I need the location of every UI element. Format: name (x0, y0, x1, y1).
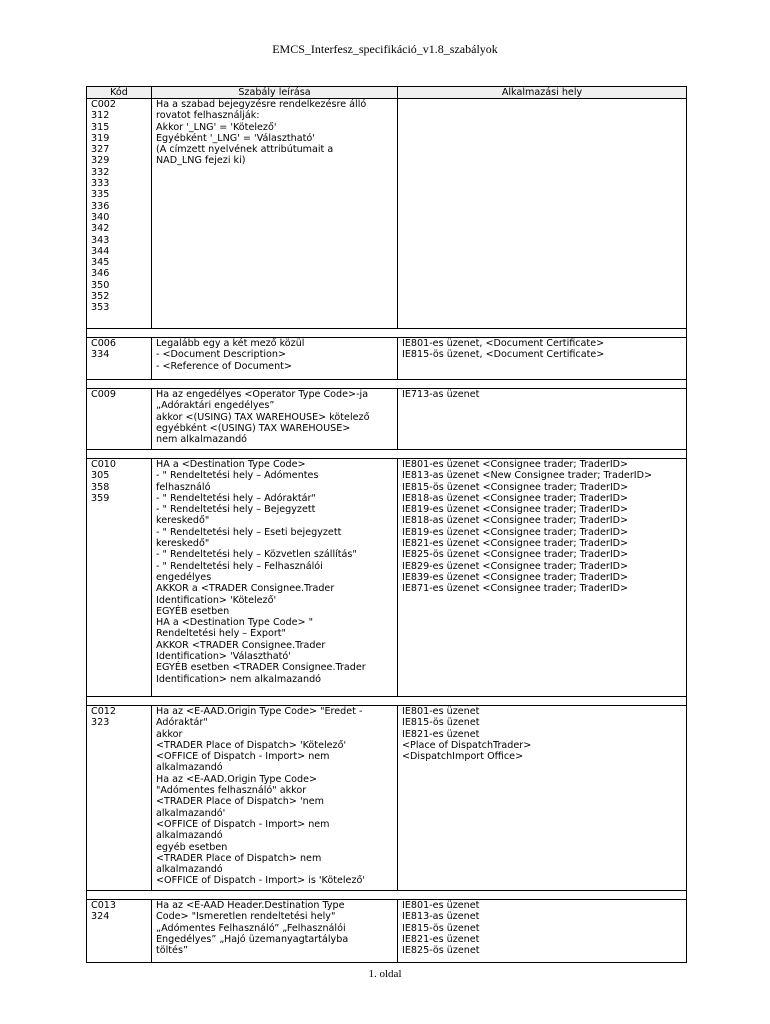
rule-usage-cell (398, 900, 687, 963)
rule-description-line: Rendeltetési hely – Export" (156, 628, 286, 640)
rule-description-line: alkalmazandó (156, 864, 223, 876)
rule-codes-line: 346 (91, 268, 110, 280)
rule-usage-line: IE813-as üzenet (402, 911, 480, 923)
rule-usage-cell (398, 99, 687, 329)
row-spacer-cell (87, 450, 687, 459)
rules-table (86, 86, 687, 963)
rule-codes-line: 353 (91, 302, 110, 314)
rule-description-line: Akkor '_LNG' = 'Kötelező' (156, 121, 277, 133)
rule-usage-line: IE801-es üzenet (402, 706, 480, 717)
rule-description-line: AKKOR <TRADER Consignee.Trader (156, 639, 326, 651)
rule-usage-line: IE821-es üzenet (402, 933, 480, 945)
rule-usage-line: IE801-es üzenet, <Document Certificate> (402, 338, 605, 349)
rule-codes-line: 312 (91, 110, 110, 122)
rule-codes-cell (87, 706, 152, 891)
row-spacer-cell (87, 697, 687, 706)
rule-description-line: <OFFICE of Dispatch - Import> nem (156, 818, 330, 830)
rule-usage-cell (398, 459, 687, 697)
rule-codes-line: 305 (91, 470, 110, 482)
rule-usage-line: IE815-ös üzenet, <Document Certificate> (402, 349, 605, 361)
row-spacer-cell (87, 329, 687, 338)
rule-codes-line: 319 (91, 132, 110, 144)
rule-description-line: AKKOR a <TRADER Consignee.Trader (156, 583, 335, 595)
rule-codes-line: 334 (91, 349, 110, 361)
rule-codes-line: 327 (91, 144, 110, 156)
rule-codes-line: 336 (91, 200, 110, 212)
header-usage-location: Alkalmazási hely (398, 87, 687, 99)
rule-usage-line: IE818-as üzenet <Consignee trader; TraderID> (402, 515, 629, 527)
rule-description-line: akkor (156, 728, 183, 740)
row-spacer (87, 697, 687, 706)
rule-description-line: EGYÉB esetben <TRADER Consignee.Trader (156, 662, 366, 674)
rule-description-line: töltés” (156, 945, 188, 957)
rule-description-line: <OFFICE of Dispatch - Import> nem (156, 751, 330, 763)
rule-description-line: egyéb esetben (156, 841, 228, 853)
rule-description-line: Adóraktár" (156, 717, 208, 729)
rule-codes-line: 343 (91, 234, 110, 246)
rule-codes-line: 332 (91, 166, 110, 178)
rule-usage-line: IE801-es üzenet <Consignee trader; TraderID> (402, 459, 629, 470)
header-rule-description: Szabály leírása (152, 87, 398, 99)
rule-description-line: - " Rendeltetési hely – Bejegyzett (156, 504, 316, 516)
rule-usage-line: IE818-as üzenet <Consignee trader; TraderID> (402, 492, 629, 504)
rule-description-line: egyébként <(USING) TAX WAREHOUSE> (156, 422, 351, 434)
rule-description-line: akkor <(USING) TAX WAREHOUSE> kötelező (156, 411, 370, 423)
rule-description-cell (152, 389, 398, 450)
table-row (87, 900, 687, 963)
rule-usage-line: IE839-es üzenet <Consignee trader; TraderID> (402, 571, 629, 583)
rule-description-line: <TRADER Place of Dispatch> 'Kötelező' (156, 739, 347, 751)
rule-usage-cell (398, 389, 687, 450)
rule-description-line: - " Rendeltetési hely – Adómentes (156, 470, 319, 482)
rule-description-cell (152, 338, 398, 380)
rule-description-line: Ha az engedélyes <Operator Type Code>-ja (156, 389, 369, 400)
rule-description-cell (152, 900, 398, 963)
rule-description-line: „Adómentes Felhasználó” „Felhasználói (156, 922, 346, 934)
rule-description-line: - " Rendeltetési hely – Eseti bejegyzett (156, 526, 342, 538)
rule-description-line: alkalmazandó' (156, 807, 226, 819)
row-spacer (87, 891, 687, 900)
rule-description-line: Identification> 'Kötelező' (156, 594, 277, 606)
rule-usage-line: IE819-es üzenet <Consignee trader; TraderID> (402, 526, 629, 538)
rule-description-line: - <Document Description> (156, 349, 286, 361)
rule-codes-line: 352 (91, 291, 110, 303)
row-spacer-cell (87, 380, 687, 389)
rule-description-line: nem alkalmazandó (156, 434, 248, 446)
rule-description-line: Identification> nem alkalmazandó (156, 673, 322, 685)
rule-description-line: - <Reference of Document> (156, 360, 292, 372)
rule-description-line: Egyébként '_LNG' = 'Választható' (156, 132, 315, 144)
rule-description-line: Ha az <E-AAD.Origin Type Code> "Eredet - (156, 706, 363, 717)
table-row (87, 459, 687, 697)
page-number: 1. oldal (368, 968, 402, 980)
rule-description-line: (A címzett nyelvének attribútumait a (156, 144, 334, 156)
table-row (87, 389, 687, 450)
rule-codes-line: C009 (91, 389, 117, 400)
header-code: Kód (87, 87, 152, 99)
rule-usage-line: IE801-es üzenet (402, 900, 480, 911)
rule-description-cell (152, 706, 398, 891)
rule-codes-line: 323 (91, 717, 110, 729)
rule-description-line: kereskedő" (156, 538, 210, 550)
rule-description-line: Identification> 'Választható' (156, 651, 291, 663)
rule-description-line: HA a <Destination Type Code> " (156, 617, 314, 629)
rule-codes-cell (87, 389, 152, 450)
rule-usage-cell (398, 706, 687, 891)
rule-codes-cell (87, 99, 152, 329)
rule-description-cell (152, 459, 398, 697)
rule-description-line: Ha az <E-AAD.Origin Type Code> (156, 773, 318, 785)
rule-codes-line: 335 (91, 189, 110, 201)
table-row (87, 99, 687, 329)
rule-codes-line: 329 (91, 155, 110, 167)
rule-description-line: <OFFICE of Dispatch - Import> is 'Kötelező' (156, 875, 365, 887)
rule-description-line: "Adómentes felhasználó" akkor (156, 785, 307, 797)
rule-codes-line: 333 (91, 178, 110, 190)
rule-description-line: alkalmazandó (156, 830, 223, 842)
rule-codes-line: C006 (91, 338, 117, 349)
rule-codes-line: 344 (91, 245, 110, 257)
rule-usage-cell (398, 338, 687, 380)
table-row (87, 338, 687, 380)
rule-description-line: HA a <Destination Type Code> (156, 459, 306, 470)
rule-codes-line: 345 (91, 257, 110, 269)
rule-codes-cell (87, 338, 152, 380)
rule-codes-line: 324 (91, 911, 110, 923)
rule-description-line: - " Rendeltetési hely – Adóraktár" (156, 492, 316, 504)
rule-description-line: alkalmazandó (156, 762, 223, 774)
rule-description-line: engedélyes (156, 571, 212, 583)
rule-codes-line: 358 (91, 481, 110, 493)
rule-description-line: kereskedő" (156, 515, 210, 527)
rule-description-line: - " Rendeltetési hely – Felhasználói (156, 560, 323, 572)
row-spacer (87, 450, 687, 459)
rule-usage-line: IE821-es üzenet (402, 728, 480, 740)
rule-description-line: EGYÉB esetben (156, 605, 230, 617)
rule-codes-line: C002 (91, 99, 117, 110)
rule-description-line: felhasználó (156, 481, 211, 493)
table-header-row (87, 87, 687, 99)
rule-codes-line: C013 (91, 900, 117, 911)
rule-usage-line: <Place of DispatchTrader> (402, 739, 532, 751)
rule-description-line: <TRADER Place of Dispatch> 'nem (156, 796, 324, 808)
rule-description-line: „Adóraktári engedélyes” (156, 400, 275, 412)
rule-description-line: NAD_LNG fejezi ki) (156, 155, 246, 167)
rule-codes-line: 340 (91, 211, 110, 223)
rule-description-line: - " Rendeltetési hely – Közvetlen szállítás" (156, 549, 357, 561)
rule-codes-line: 350 (91, 279, 110, 291)
rule-usage-line: <DispatchImport Office> (402, 751, 524, 763)
rule-description-line: Ha a szabad bejegyzésre rendelkezésre álló (156, 99, 367, 110)
rule-description-line: Ha az <E-AAD Header.Destination Type (156, 900, 345, 911)
rule-description-line: Engedélyes” „Hajó üzemanyagtartályba (156, 933, 349, 945)
row-spacer-cell (87, 891, 687, 900)
rule-usage-line: IE821-es üzenet <Consignee trader; TraderID> (402, 538, 629, 550)
rule-description-line: <TRADER Place of Dispatch> nem (156, 852, 322, 864)
rule-usage-line: IE871-es üzenet <Consignee trader; TraderID> (402, 583, 629, 595)
table-row (87, 706, 687, 891)
rule-codes-line: C010 (91, 459, 117, 470)
rule-description-line: Legalább egy a két mező közül (156, 338, 305, 349)
rule-description-cell (152, 99, 398, 329)
rule-codes-line: 359 (91, 492, 110, 504)
rule-description-line: Code> "Ismeretlen rendeltetési hely" (156, 911, 336, 923)
rule-usage-line: IE825-ös üzenet (402, 945, 480, 957)
rule-usage-line: IE815-ös üzenet (402, 922, 480, 934)
rule-usage-line: IE819-es üzenet <Consignee trader; TraderID> (402, 504, 629, 516)
rule-codes-cell (87, 900, 152, 963)
rule-usage-line: IE815-ös üzenet <Consignee trader; TraderID> (402, 481, 629, 493)
row-spacer (87, 380, 687, 389)
rule-usage-line: IE829-es üzenet <Consignee trader; TraderID> (402, 560, 629, 572)
rule-codes-line: 315 (91, 121, 110, 133)
rule-usage-line: IE813-as üzenet <New Consignee trader; TraderID> (402, 470, 653, 482)
rule-codes-cell (87, 459, 152, 697)
rule-usage-line: IE815-ös üzenet (402, 717, 480, 729)
row-spacer (87, 329, 687, 338)
rule-usage-line: IE825-ös üzenet <Consignee trader; TraderID> (402, 549, 629, 561)
rule-usage-line: IE713-as üzenet (402, 389, 480, 400)
rule-description-line: rovatot felhasználják: (156, 110, 260, 122)
rules-table-body (87, 99, 687, 963)
rule-codes-line: C012 (91, 706, 117, 717)
document-title: EMCS_Interfesz_specifikáció_v1.8_szabályok (272, 42, 498, 56)
rule-codes-line: 342 (91, 223, 110, 235)
